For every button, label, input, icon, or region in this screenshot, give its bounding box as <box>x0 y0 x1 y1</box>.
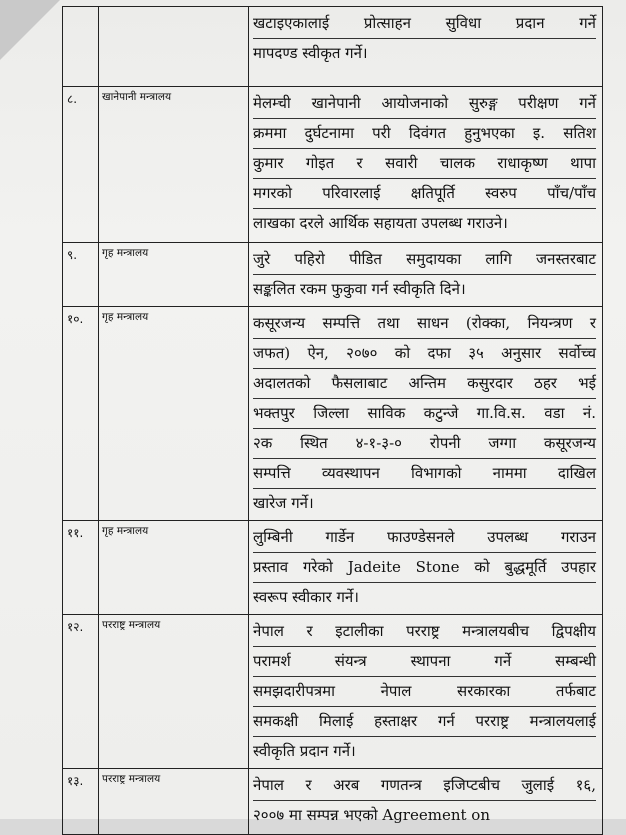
table-row <box>63 7 603 87</box>
decision-line: नेपाल र इटालीका परराष्ट्र मन्त्रालयबीच द्विपक्षीय <box>253 617 596 647</box>
decision-line: जफत) ऐन, २०७० को दफा ३५ अनुसार सर्वोच्च <box>253 339 596 369</box>
decision-line: सम्पत्ति व्यवस्थापन विभागको नाममा दाखिल <box>253 459 596 489</box>
decision-line: स्वरूप स्वीकार गर्ने। <box>253 588 359 606</box>
page-corner-shadow <box>0 0 60 60</box>
decision-line: कसूरजन्य सम्पत्ति तथा साधन (रोक्का, नियन्त्रण र <box>253 309 596 339</box>
decision-text <box>249 615 603 769</box>
decision-text <box>249 243 603 307</box>
ministry-name: खानेपानी मन्त्रालय <box>99 87 249 243</box>
table-row <box>63 87 603 243</box>
decision-text <box>249 769 603 835</box>
decision-line: मगरको परिवारलाई क्षतिपूर्ति स्वरुप पाँच/पाँच <box>253 179 596 209</box>
decision-line: समकक्षी मिलाई हस्ताक्षर गर्न परराष्ट्र मन्त्रालयलाई <box>253 707 596 737</box>
decision-text <box>249 7 603 87</box>
decision-line: कुमार गोइत र सवारी चालक राधाकृष्ण थापा <box>253 149 596 179</box>
table-row <box>63 615 603 769</box>
row-number: ८. <box>63 87 99 243</box>
ministry-name: गृह मन्त्रालय <box>99 521 249 615</box>
ministry-name: परराष्ट्र मन्त्रालय <box>99 615 249 769</box>
row-number: १०. <box>63 307 99 521</box>
table-row <box>63 307 603 521</box>
decision-text <box>249 521 603 615</box>
decision-line: लुम्बिनी गार्डेन फाउण्डेसनले उपलब्ध गराउन <box>253 523 596 553</box>
decision-line: समझदारीपत्रमा नेपाल सरकारका तर्फबाट <box>253 677 596 707</box>
decision-line: स्वीकृति प्रदान गर्ने। <box>253 742 356 760</box>
ministry-name: गृह मन्त्रालय <box>99 243 249 307</box>
decision-line: मेलम्ची खानेपानी आयोजनाको सुरुङ्ग परीक्षण गर्ने <box>253 89 596 119</box>
decision-line: प्रस्ताव गरेको Jadeite Stone को बुद्धमूर्ति उपहार <box>253 553 596 583</box>
decision-line: २००७ मा सम्पन्न भएको Agreement on <box>253 806 490 824</box>
decision-text <box>249 307 603 521</box>
decision-line: लाखका दरले आर्थिक सहायता उपलब्ध गराउने। <box>253 214 508 232</box>
decision-line: खटाइएकालाई प्रोत्साहन सुविधा प्रदान गर्ने <box>253 9 596 39</box>
row-number <box>63 7 99 87</box>
decision-line: सङ्कलित रकम फुकुवा गर्न स्वीकृति दिने। <box>253 280 466 298</box>
ministry-name: गृह मन्त्रालय <box>99 307 249 521</box>
table-row <box>63 521 603 615</box>
decision-line: मापदण्ड स्वीकृत गर्ने। <box>253 44 368 62</box>
decisions-table-body <box>63 7 603 835</box>
decision-line: परामर्श संयन्त्र स्थापना गर्ने सम्बन्धी <box>253 647 596 677</box>
table-row <box>63 243 603 307</box>
decision-line: नेपाल र अरब गणतन्त्र इजिप्टबीच जुलाई १६, <box>253 771 596 801</box>
row-number: ९. <box>63 243 99 307</box>
decision-line: अदालतको फैसलाबाट अन्तिम कसुरदार ठहर भई <box>253 369 596 399</box>
row-number: १३. <box>63 769 99 835</box>
decision-text <box>249 87 603 243</box>
decision-line: जुरे पहिरो पीडित समुदायका लागि जनस्तरबाट <box>253 245 596 275</box>
decision-line: खारेज गर्ने। <box>253 494 314 512</box>
row-number: ११. <box>63 521 99 615</box>
ministry-name <box>99 7 249 87</box>
table-row <box>63 769 603 835</box>
row-number: १२. <box>63 615 99 769</box>
decision-line: क्रममा दुर्घटनामा परी दिवंगत हुनुभएका इ. सतिश <box>253 119 596 149</box>
decision-line: २क स्थित ४-१-३-० रोपनी जग्गा कसूरजन्य <box>253 429 596 459</box>
ministry-name: परराष्ट्र मन्त्रालय <box>99 769 249 835</box>
decision-line: भक्तपुर जिल्ला साविक कटुन्जे गा.वि.स. वडा नं. <box>253 399 596 429</box>
decisions-table <box>62 6 603 835</box>
